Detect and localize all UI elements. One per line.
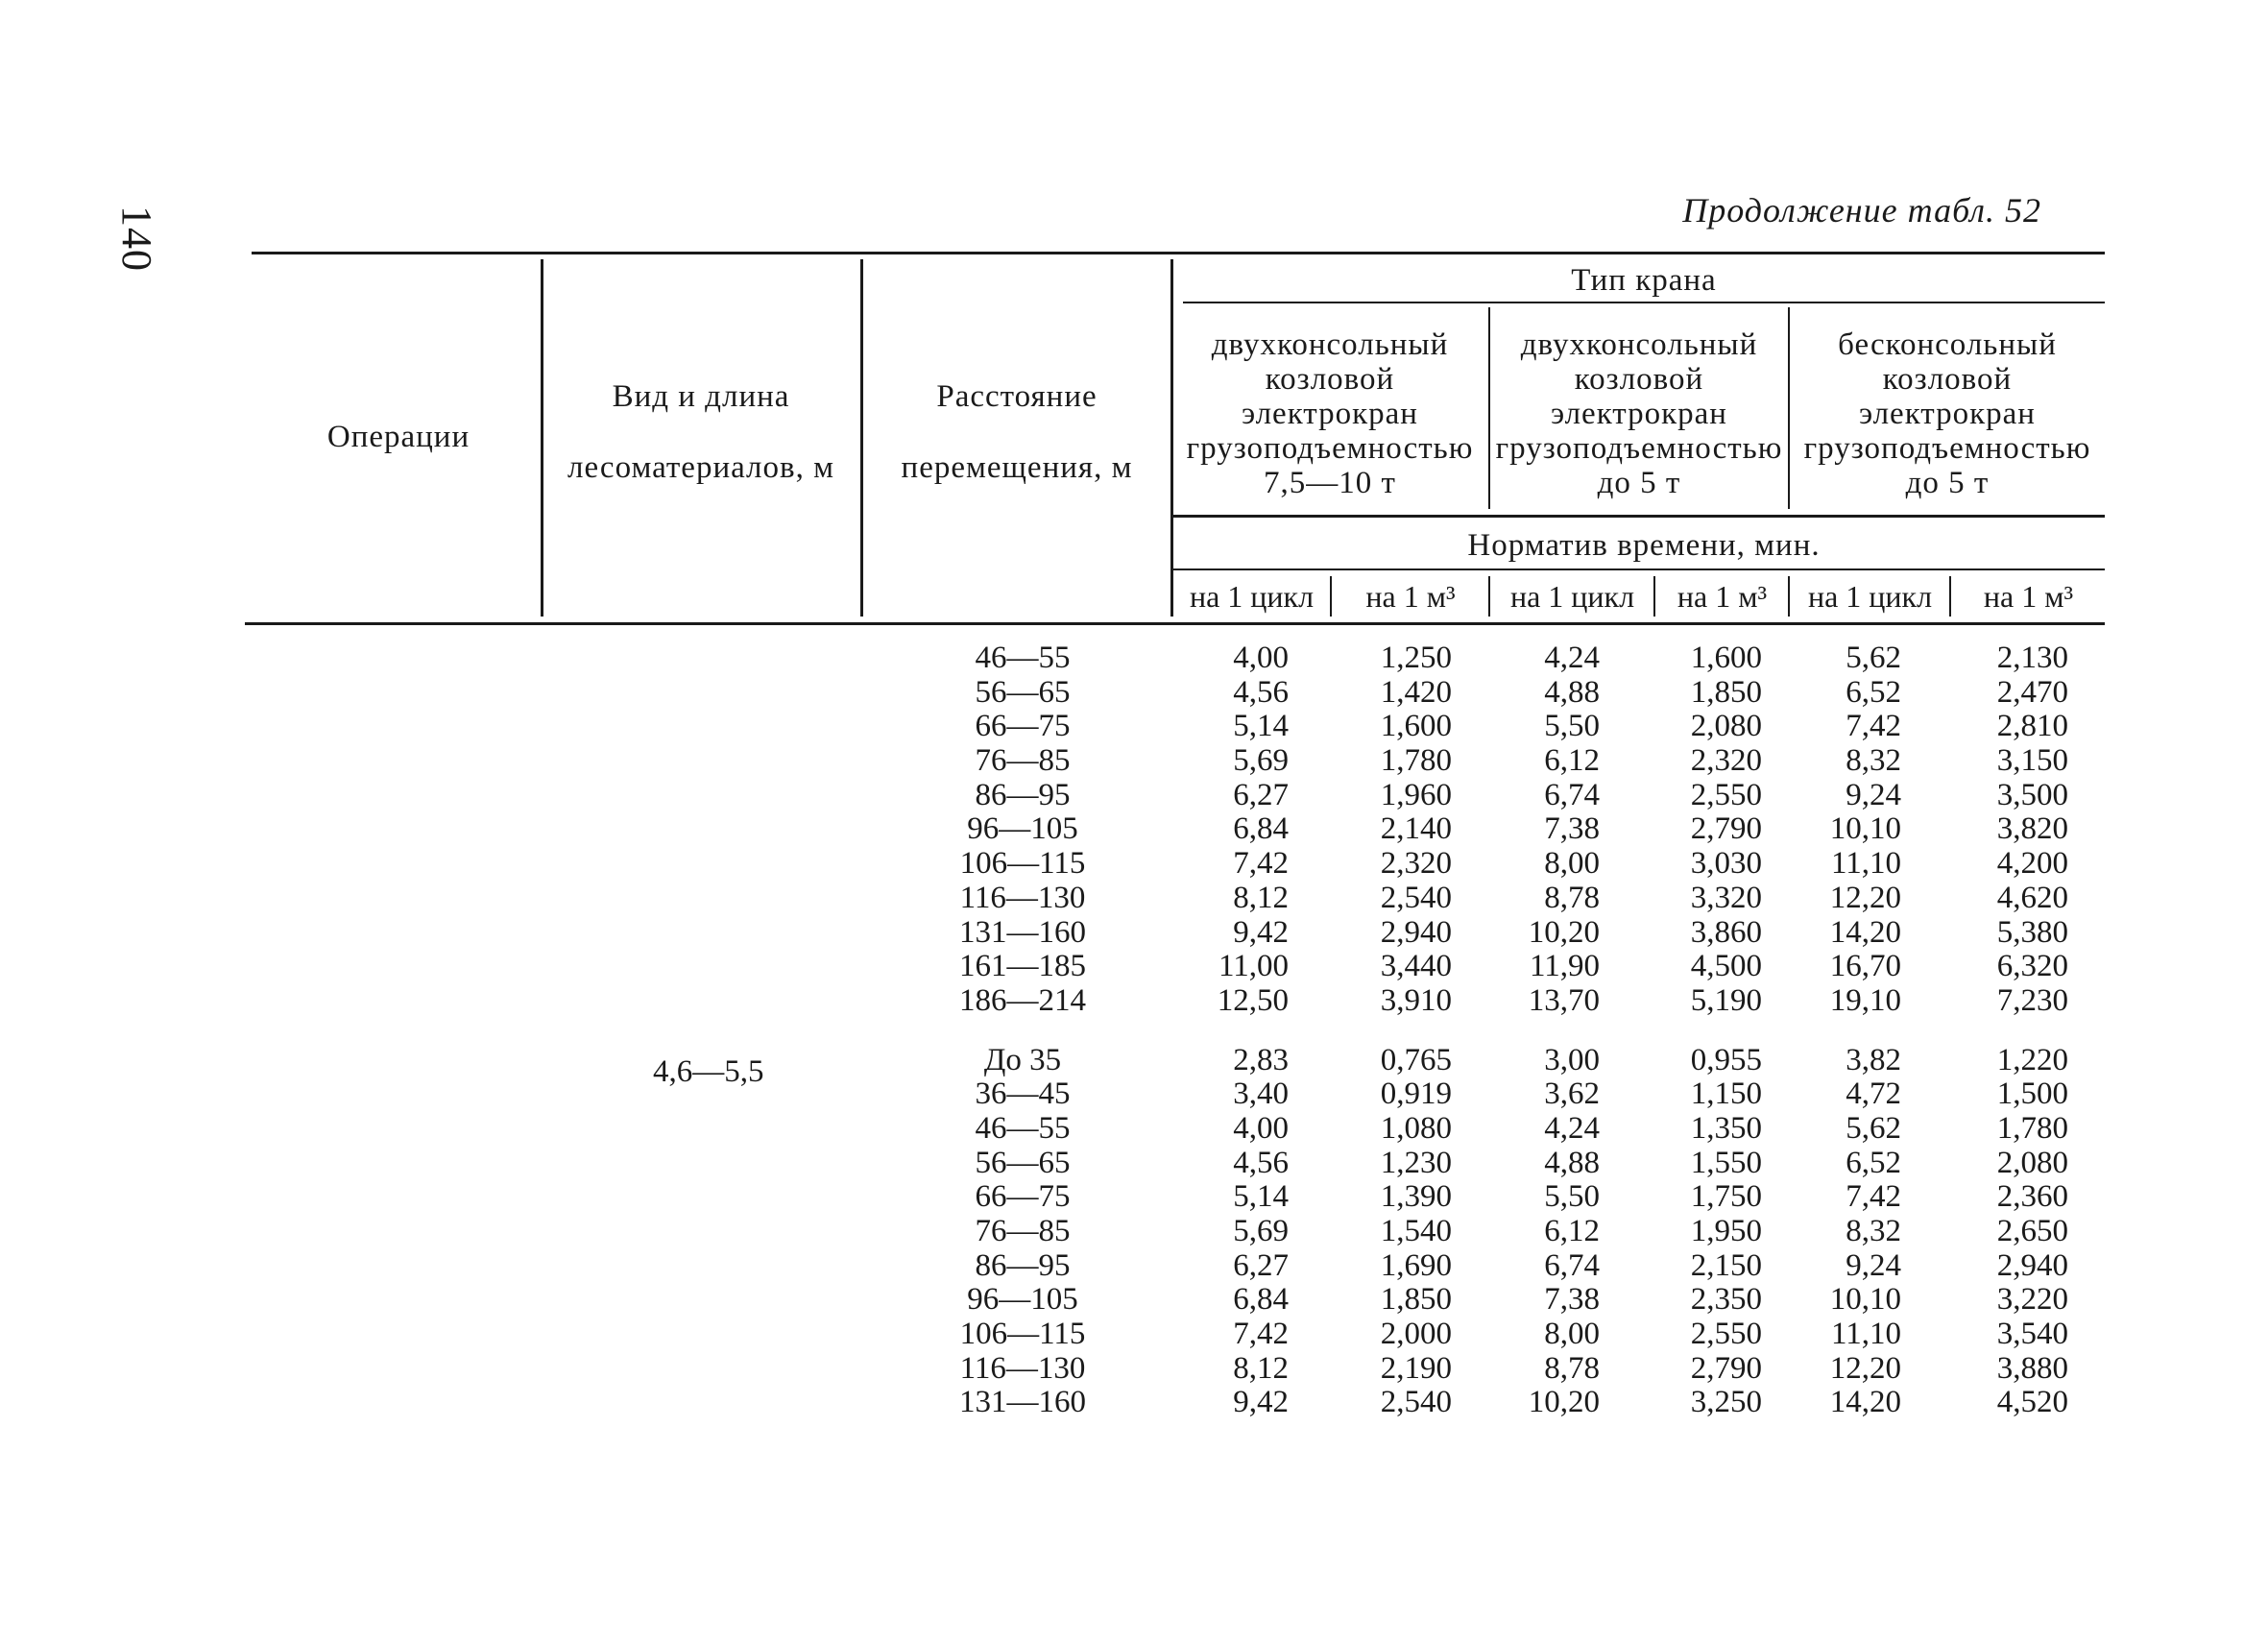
col-divider-distance [1170,259,1173,617]
header-distance: Расстояние перемещения, м [901,379,1133,485]
value-cell: 12,20 [1829,880,1901,915]
time-norm-underline [1173,568,2105,570]
value-cell: 16,70 [1829,949,1901,984]
value-cell: 3,880 [1996,1350,2068,1386]
value-cell: 3,320 [1690,880,1762,915]
value-cell: 9,24 [1846,777,1901,812]
value-cell: 6,12 [1544,743,1600,779]
distance-cell: 116—130 [959,1350,1086,1386]
page-number: 140 [113,206,160,272]
value-cell: 4,88 [1544,674,1600,710]
header-operations: Операции [326,420,470,454]
distance-cell: 56—65 [975,674,1071,710]
value-cell: 6,84 [1233,811,1289,847]
table-top-rule [252,252,2105,254]
table-continuation-caption: Продолжение табл. 52 [1682,191,2041,230]
crane1-m3-column [1335,641,1452,1420]
distance-cell: 66—75 [975,709,1071,744]
value-cell: 7,42 [1233,1317,1289,1352]
value-cell: 2,550 [1690,1317,1762,1352]
unit-crane2-cycle: на 1 цикл [1509,579,1635,614]
group-spacer [1786,1019,1901,1044]
group-spacer [1642,1019,1762,1044]
value-cell: 5,380 [1996,914,2068,950]
col-divider-operations [541,259,543,617]
value-cell: 4,72 [1846,1077,1901,1112]
value-cell: 3,82 [1846,1042,1901,1077]
value-cell: 1,080 [1380,1110,1452,1146]
group-spacer [1949,1019,2068,1044]
crane-divider-2 [1788,307,1790,509]
value-cell: 2,83 [1233,1042,1289,1077]
value-cell: 5,190 [1690,982,1762,1018]
unit-divider-4 [1788,576,1790,617]
value-cell: 7,42 [1846,709,1901,744]
value-cell: 10,20 [1528,1385,1600,1420]
crane-type-underline [1183,302,2105,303]
value-cell: 7,42 [1233,846,1289,882]
value-cell: 1,230 [1380,1145,1452,1180]
value-cell: 1,780 [1996,1110,2068,1146]
value-cell: 12,50 [1217,982,1289,1018]
group-spacer [1488,1019,1600,1044]
value-cell: 2,650 [1996,1214,2068,1248]
value-cell: 6,320 [1996,949,2068,984]
value-cell: 11,90 [1529,949,1600,984]
value-cell: 5,69 [1233,1214,1289,1248]
value-cell: 8,12 [1233,880,1289,915]
distance-cell: 96—105 [967,1282,1078,1318]
value-cell: 1,850 [1380,1282,1452,1318]
group-spacer [1335,1019,1452,1044]
value-cell: 2,320 [1690,743,1762,779]
crane2-m3-column [1642,641,1762,1420]
value-cell: 2,470 [1996,674,2068,710]
value-cell: 0,919 [1380,1077,1452,1112]
unit-divider-5 [1949,576,1951,617]
value-cell: 3,500 [1996,777,2068,812]
value-cell: 1,220 [1996,1042,2068,1077]
distance-cell: 36—45 [975,1077,1071,1112]
value-cell: 8,32 [1846,743,1901,779]
value-cell: 5,50 [1544,709,1600,744]
value-cell: 1,550 [1690,1145,1762,1180]
value-cell: 2,140 [1380,811,1452,847]
value-cell: 9,42 [1233,914,1289,950]
value-cell: 10,20 [1528,914,1600,950]
value-cell: 1,250 [1380,641,1452,675]
distance-cell: 186—214 [959,982,1086,1018]
header-crane-3: бесконсольный козловой электрокран грузоподъемностью до 5 т [1803,327,2091,500]
distance-cell: 46—55 [975,641,1071,675]
distance-column [927,641,1119,1420]
value-cell: 5,62 [1846,1110,1901,1146]
unit-crane1-cycle: на 1 цикл [1189,579,1315,614]
value-cell: 1,750 [1690,1179,1762,1215]
value-cell: 2,810 [1996,709,2068,744]
distance-cell: 116—130 [959,880,1086,915]
value-cell: 11,10 [1830,846,1901,882]
crane2-cycle-column [1488,641,1600,1420]
value-cell: 4,24 [1544,641,1600,675]
value-cell: 3,62 [1544,1077,1600,1112]
value-cell: 14,20 [1829,1385,1901,1420]
value-cell: 2,550 [1690,777,1762,812]
crane-names-underline [1173,515,2105,518]
value-cell: 4,56 [1233,1145,1289,1180]
unit-divider-1 [1330,576,1332,617]
unit-crane2-m3: на 1 м³ [1677,579,1768,614]
crane1-cycle-column [1181,641,1289,1420]
distance-cell: 106—115 [959,846,1086,882]
value-cell: 1,600 [1380,709,1452,744]
distance-cell: 86—95 [975,777,1071,812]
value-cell: 12,20 [1829,1350,1901,1386]
distance-cell: 66—75 [975,1179,1071,1215]
distance-cell: 86—95 [975,1247,1071,1283]
value-cell: 7,230 [1996,982,2068,1018]
value-cell: 1,500 [1996,1077,2068,1112]
value-cell: 9,24 [1846,1247,1901,1283]
value-cell: 6,74 [1544,1247,1600,1283]
value-cell: 6,27 [1233,1247,1289,1283]
distance-cell: 161—185 [959,949,1086,984]
value-cell: 0,765 [1380,1042,1452,1077]
value-cell: 4,00 [1233,641,1289,675]
value-cell: 7,42 [1846,1179,1901,1215]
value-cell: 11,10 [1830,1317,1901,1352]
value-cell: 3,860 [1690,914,1762,950]
value-cell: 6,27 [1233,777,1289,812]
group-spacer [927,1019,1119,1044]
value-cell: 13,70 [1528,982,1600,1018]
value-cell: 5,14 [1233,709,1289,744]
header-time-norm: Норматив времени, мин. [1467,528,1821,563]
value-cell: 10,10 [1829,811,1901,847]
value-cell: 10,10 [1829,1282,1901,1318]
value-cell: 2,150 [1690,1247,1762,1283]
value-cell: 2,540 [1380,880,1452,915]
value-cell: 4,500 [1690,949,1762,984]
value-cell: 4,200 [1996,846,2068,882]
value-cell: 6,74 [1544,777,1600,812]
value-cell: 1,420 [1380,674,1452,710]
value-cell: 1,390 [1380,1179,1452,1215]
value-cell: 4,520 [1996,1385,2068,1420]
crane-divider-1 [1488,307,1490,509]
value-cell: 8,00 [1544,1317,1600,1352]
value-cell: 7,38 [1544,1282,1600,1318]
value-cell: 1,150 [1690,1077,1762,1112]
value-cell: 3,40 [1233,1077,1289,1112]
value-cell: 2,790 [1690,1350,1762,1386]
value-cell: 3,540 [1996,1317,2068,1352]
value-cell: 6,52 [1846,674,1901,710]
distance-cell: 46—55 [975,1110,1071,1146]
distance-cell: 76—85 [975,1214,1071,1248]
col-divider-wood [860,259,863,617]
value-cell: 14,20 [1829,914,1901,950]
value-cell: 1,780 [1380,743,1452,779]
value-cell: 2,940 [1380,914,1452,950]
value-cell: 3,910 [1380,982,1452,1018]
value-cell: 2,000 [1380,1317,1452,1352]
header-bottom-rule [245,622,2105,625]
value-cell: 1,850 [1690,674,1762,710]
value-cell: 2,360 [1996,1179,2068,1215]
distance-cell: 76—85 [975,743,1071,779]
distance-cell: 56—65 [975,1145,1071,1180]
value-cell: 4,88 [1544,1145,1600,1180]
value-cell: 3,250 [1690,1385,1762,1420]
value-cell: 5,69 [1233,743,1289,779]
value-cell: 3,150 [1996,743,2068,779]
value-cell: 1,960 [1380,777,1452,812]
value-cell: 8,32 [1846,1214,1901,1248]
value-cell: 5,50 [1544,1179,1600,1215]
value-cell: 4,56 [1233,674,1289,710]
wood-length-label: 4,6—5,5 [653,1054,764,1089]
value-cell: 8,12 [1233,1350,1289,1386]
value-cell: 1,540 [1380,1214,1452,1248]
value-cell: 2,790 [1690,811,1762,847]
value-cell: 2,320 [1380,846,1452,882]
unit-divider-2 [1488,576,1490,617]
group-spacer [1181,1019,1289,1044]
unit-divider-3 [1653,576,1655,617]
value-cell: 1,350 [1690,1110,1762,1146]
value-cell: 3,030 [1690,846,1762,882]
value-cell: 4,00 [1233,1110,1289,1146]
value-cell: 8,78 [1544,880,1600,915]
value-cell: 9,42 [1233,1385,1289,1420]
value-cell: 2,080 [1690,709,1762,744]
value-cell: 2,940 [1996,1247,2068,1283]
value-cell: 4,620 [1996,880,2068,915]
value-cell: 8,00 [1544,846,1600,882]
crane3-m3-column [1949,641,2068,1420]
value-cell: 3,440 [1380,949,1452,984]
unit-crane1-m3: на 1 м³ [1365,579,1456,614]
value-cell: 5,62 [1846,641,1901,675]
value-cell: 1,950 [1690,1214,1762,1248]
value-cell: 5,14 [1233,1179,1289,1215]
value-cell: 19,10 [1829,982,1901,1018]
value-cell: 2,080 [1996,1145,2068,1180]
value-cell: 6,52 [1846,1145,1901,1180]
value-cell: 8,78 [1544,1350,1600,1386]
value-cell: 1,600 [1690,641,1762,675]
value-cell: 3,220 [1996,1282,2068,1318]
distance-cell: 96—105 [967,811,1078,847]
value-cell: 3,820 [1996,811,2068,847]
value-cell: 6,84 [1233,1282,1289,1318]
distance-cell: 131—160 [959,914,1086,950]
unit-crane3-cycle: на 1 цикл [1807,579,1933,614]
value-cell: 0,955 [1690,1042,1762,1077]
value-cell: 4,24 [1544,1110,1600,1146]
distance-cell: 106—115 [959,1317,1086,1352]
unit-crane3-m3: на 1 м³ [1983,579,2074,614]
value-cell: 3,00 [1544,1042,1600,1077]
value-cell: 2,190 [1380,1350,1452,1386]
value-cell: 1,690 [1380,1247,1452,1283]
header-crane-type: Тип крана [1571,263,1717,298]
value-cell: 11,00 [1218,949,1289,984]
header-wood-type: Вид и длина лесоматериалов, м [567,379,834,485]
value-cell: 2,350 [1690,1282,1762,1318]
value-cell: 6,12 [1544,1214,1600,1248]
value-cell: 2,540 [1380,1385,1452,1420]
distance-cell: 131—160 [959,1385,1086,1420]
value-cell: 7,38 [1544,811,1600,847]
distance-cell: До 35 [983,1042,1062,1077]
value-cell: 2,130 [1996,641,2068,675]
crane3-cycle-column [1786,641,1901,1420]
header-crane-1: двухконсольный козловой электрокран грузоподъемностью 7,5—10 т [1186,327,1474,500]
header-crane-2: двухконсольный козловой электрокран грузоподъемностью до 5 т [1495,327,1783,500]
